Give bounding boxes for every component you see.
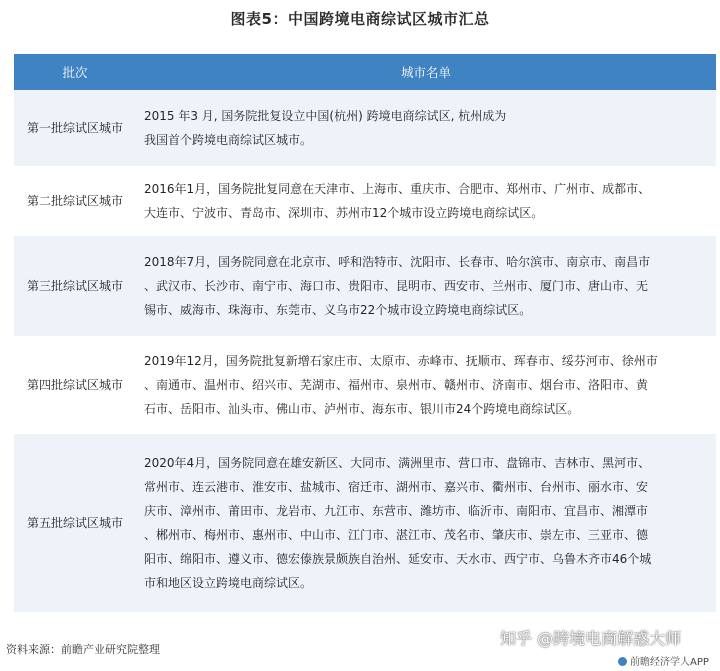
table-row bbox=[14, 336, 716, 434]
table-row bbox=[14, 166, 716, 236]
batch-label: 第五批综试区城市 bbox=[14, 434, 136, 612]
source-note: 资料来源：前瞻产业研究院整理 bbox=[6, 643, 160, 656]
city-list bbox=[136, 236, 716, 336]
city-list-line: 石市、岳阳市、汕头市、佛山市、泸州市、海东市、银川市24个跨境电商综试区。 bbox=[144, 402, 580, 416]
app-logo-icon bbox=[618, 657, 627, 666]
app-watermark-text: 前瞻经济学人APP bbox=[630, 657, 709, 668]
city-list-line: 2020年4月，国务院同意在雄安新区、大同市、满洲里市、营口市、盘锦市、吉林市、黑河市、 bbox=[144, 456, 651, 470]
city-list-line: 阳市、绵阳市、遵义市、德宏傣族景颇族自治州、延安市、天水市、西宁市、乌鲁木齐市46个城 bbox=[144, 552, 652, 566]
city-list-line: 2015 年3 月, 国务院批复设立中国(杭州) 跨境电商综试区, 杭州成为 bbox=[144, 109, 507, 123]
app-watermark bbox=[618, 653, 709, 668]
zhihu-watermark: 知乎 @跨境电商解惑大师 bbox=[500, 629, 682, 648]
city-list bbox=[136, 336, 716, 434]
city-list bbox=[136, 166, 716, 236]
city-list-line: 锡市、威海市、珠海市、东莞市、义乌市22个城市设立跨境电商综试区。 bbox=[144, 303, 532, 317]
header-city-list: 城市名单 bbox=[136, 54, 716, 90]
city-list-line: 2019年12月，国务院批复新增石家庄市、太原市、赤峰市、抚顺市、珲春市、绥芬河市、徐州市 bbox=[144, 354, 658, 368]
city-list-line: 、武汉市、长沙市、南宁市、海口市、贵阳市、昆明市、西安市、兰州市、厦门市、唐山市、无 bbox=[144, 279, 649, 293]
city-list-line: 大连市、宁波市、青岛市、深圳市、苏州市12个城市设立跨境电商综试区。 bbox=[144, 206, 544, 220]
pilot-zone-table bbox=[14, 54, 716, 612]
city-list bbox=[136, 90, 716, 166]
city-list bbox=[136, 434, 716, 612]
batch-label: 第四批综试区城市 bbox=[14, 336, 136, 434]
batch-label: 第三批综试区城市 bbox=[14, 236, 136, 336]
table-row bbox=[14, 434, 716, 612]
batch-label: 第一批综试区城市 bbox=[14, 90, 136, 166]
table-header-row bbox=[14, 54, 716, 90]
city-list-line: 2016年1月，国务院批复同意在天津市、上海市、重庆市、合肥市、郑州市、广州市、成都市、 bbox=[144, 182, 651, 196]
city-list-line: 庆市、漳州市、莆田市、龙岩市、九江市、东营市、潍坊市、临沂市、南阳市、宜昌市、湘潭市 bbox=[144, 504, 649, 518]
batch-label: 第二批综试区城市 bbox=[14, 166, 136, 236]
city-list-line: 、郴州市、梅州市、惠州市、中山市、江门市、湛江市、茂名市、肇庆市、崇左市、三亚市、德 bbox=[144, 528, 649, 542]
city-list-line: 、南通市、温州市、绍兴市、芜湖市、福州市、泉州市、赣州市、济南市、烟台市、洛阳市、黄 bbox=[144, 378, 649, 392]
city-list-line: 2018年7月，国务院同意在北京市、呼和浩特市、沈阳市、长春市、哈尔滨市、南京市、南昌市 bbox=[144, 255, 651, 269]
table-row bbox=[14, 236, 716, 336]
city-list-line: 常州市、连云港市、淮安市、盐城市、宿迁市、湖州市、嘉兴市、衢州市、台州市、丽水市、安 bbox=[144, 480, 649, 494]
table-row bbox=[14, 90, 716, 166]
figure-title: 图表5：中国跨境电商综试区城市汇总 bbox=[230, 10, 490, 28]
header-batch: 批次 bbox=[14, 54, 136, 90]
city-list-line: 市和地区设立跨境电商综试区。 bbox=[144, 576, 313, 590]
city-list-line: 我国首个跨境电商综试区城市。 bbox=[144, 133, 313, 147]
